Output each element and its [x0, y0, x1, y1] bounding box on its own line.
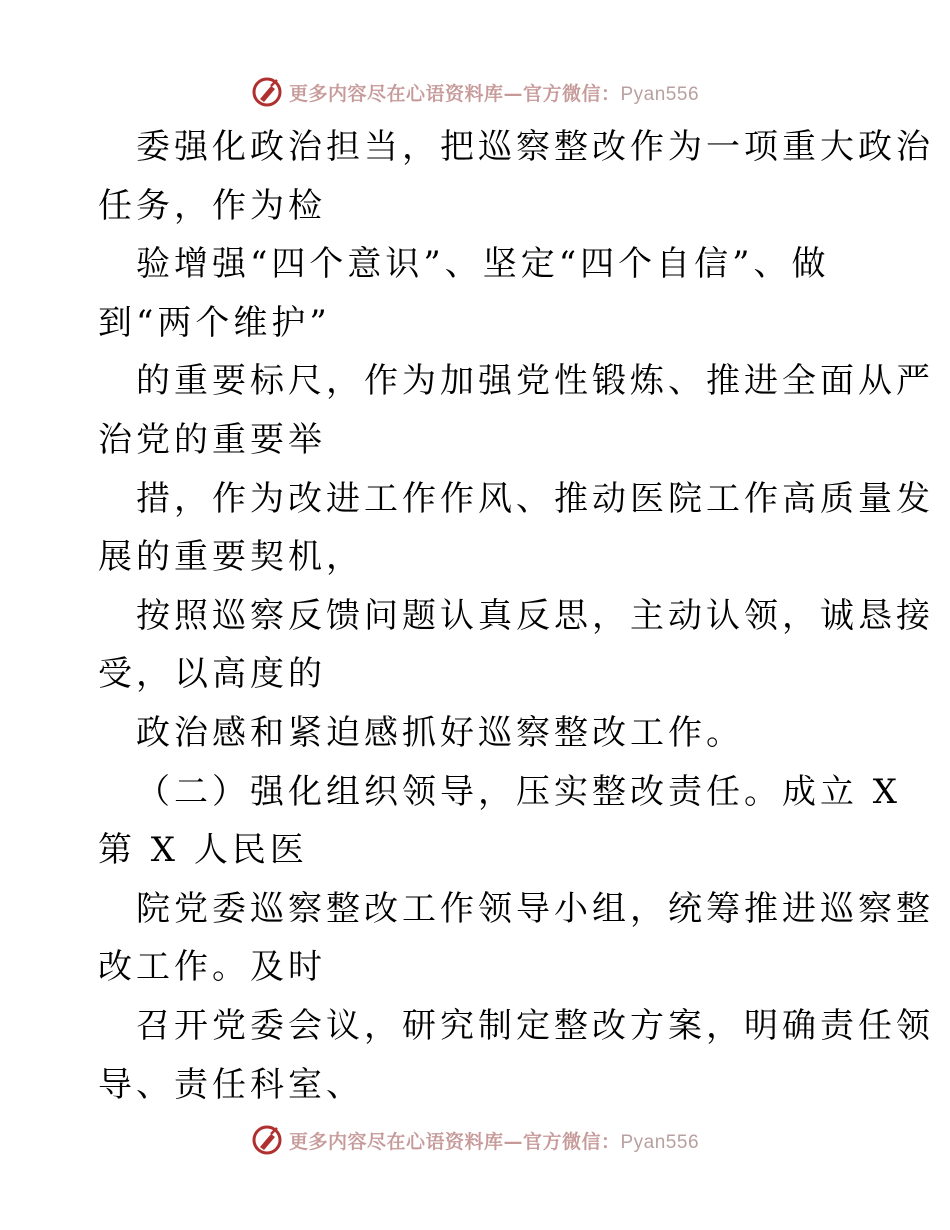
text-line: 政治感和紧迫感抓好巡察整改工作。: [136, 712, 744, 753]
text-line: 受，以高度的: [98, 654, 326, 695]
text-line: 到“两个维护”: [98, 302, 331, 343]
text-line: 院党委巡察整改工作领导小组，统筹推进巡察整: [136, 888, 934, 929]
text-line: （二）强化组织领导，压实整改责任。成立 X: [136, 771, 902, 812]
text-line: 的重要标尺，作为加强党性锻炼、推进全面从严: [136, 361, 934, 402]
text-line: 展的重要契机，: [98, 537, 364, 578]
watermark-text: 更多内容尽在心语资料库—官方微信：Pyan556: [288, 1130, 700, 1153]
text-line: 验增强“四个意识”、坚定“四个自信”、做: [136, 244, 830, 285]
text-line: 委强化政治担当，把巡察整改作为一项重大政治: [136, 127, 934, 167]
watermark-id: Pyan556: [620, 83, 700, 105]
text-line: 导、责任科室、: [98, 1064, 364, 1105]
text-line: 措，作为改进工作作风、推动医院工作高质量发: [136, 478, 934, 519]
watermark-id: Pyan556: [620, 1131, 700, 1153]
text-line: 按照巡察反馈问题认真反思，主动认领，诚恳接: [136, 595, 934, 636]
text-line: 改工作。及时: [98, 947, 326, 988]
pen-logo-icon: [251, 76, 283, 108]
watermark-text: 更多内容尽在心语资料库—官方微信：Pyan556: [288, 82, 700, 105]
text-line: 第 X 人民医: [98, 830, 308, 871]
text-line: 召开党委会议，研究制定整改方案，明确责任领: [136, 1005, 934, 1046]
footer-watermark: [0, 1118, 950, 1162]
document-body: [98, 118, 934, 1114]
text-line: 任务，作为检: [98, 185, 326, 226]
text-line: 治党的重要举: [98, 419, 326, 460]
header-watermark: [0, 70, 950, 114]
pen-logo-icon: [251, 1124, 283, 1156]
